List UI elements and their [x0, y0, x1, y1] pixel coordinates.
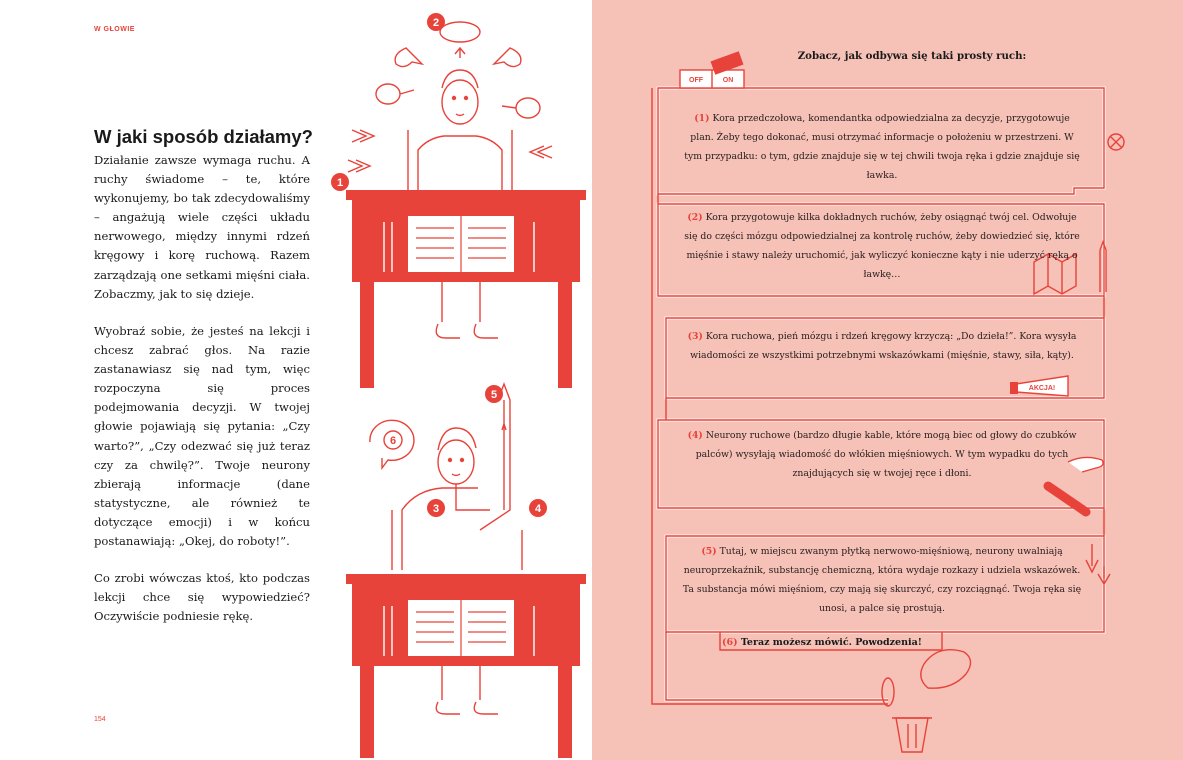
- step-3-number: (3): [687, 331, 703, 342]
- paragraph-imagine: Wyobraź sobie, że jesteś na lekcji i chcesz zabrać głos. Na razie zastanawiasz się nad tym, więc rozpoczyna się proces podejmowania decyzji. W twojej głowie pojawiają się pytania: „Czy warto?”, „Czy odezwać się już teraz czy za chwilę?”. Twoje neurony zbierają informacje (dane statystyczne, ale również te dotyczące emocji) i w końcu postanawiają: „Okej, do roboty!”.: [94, 324, 310, 549]
- step-2: [682, 208, 1082, 284]
- step-5: [682, 542, 1082, 618]
- step-3: [682, 327, 1082, 365]
- marker-2: 2: [432, 17, 440, 29]
- switch-off-label: OFF: [689, 77, 703, 84]
- paragraph-conclusion: Co zrobi wówczas ktoś, kto podczas lekcji chce się wypowiedzieć? Oczywiście podniesie rękę.: [94, 571, 310, 624]
- right-page-title: Zobacz, jak odbywa się taki prosty ruch:: [797, 50, 1027, 62]
- step-2-text: Kora przygotowuje kilka dokładnych ruchów, żeby osiągnąć twój cel. Odwołuje się do części mózgu odpowiedzialnej za kontrolę ruchów, żeby dowiedzieć się, które mięśnie i stawy należy uruchomić, jak wyliczyć konieczne kąty i nie uderzyć ręką o ławkę…: [684, 212, 1080, 280]
- step-5-text: Tutaj, w miejscu zwanym płytką nerwowo-mięśniową, neurony uwalniają neuroprzekaźnik, substancję chemiczną, która wydaje rozkazy i udziela wskazówek. Ta substancja mówi mięśniom, czy mają się skurczyć, czy rozciągnąć. Twoja ręka się unosi, a palce się prostują.: [682, 546, 1082, 614]
- page-number: 154: [94, 716, 106, 723]
- step-6-number: (6): [722, 637, 738, 648]
- step-2-number: (2): [687, 212, 703, 223]
- section-heading: W jaki sposób działamy?: [94, 126, 313, 147]
- marker-3: 3: [432, 503, 440, 515]
- step-1-number: (1): [694, 113, 710, 124]
- marker-5: 5: [490, 389, 498, 401]
- student-illustration: [330, 10, 592, 758]
- step-1-text: Kora przedczołowa, komendantka odpowiedzialna za decyzje, przygotowuje plan. Żeby tego dokonać, musi otrzymać informacje o położeniu w przestrzeni. W tym przypadku: o tym, gdzie znajduje się w tej chwili twoja ręka i gdzie znajduje się ławka.: [684, 113, 1080, 181]
- step-4: [682, 426, 1082, 483]
- step-3-text: Kora ruchowa, pień mózgu i rdzeń kręgowy krzyczą: „Do dzieła!”. Kora wysyła wiadomości ze wszystkimi potrzebnymi wskazówkami (mięśnie, stawy, siła, kąty).: [690, 331, 1077, 361]
- step-1: [682, 109, 1082, 185]
- akcja-sign: AKCJA!: [1028, 385, 1056, 392]
- marker-4: 4: [534, 503, 542, 515]
- marker-1: 1: [336, 177, 344, 189]
- running-head: W GŁOWIE: [94, 26, 135, 33]
- step-4-number: (4): [687, 430, 703, 441]
- step-6: [722, 637, 1022, 648]
- step-5-number: (5): [701, 546, 717, 557]
- marker-6: 6: [389, 435, 397, 447]
- step-6-text: Teraz możesz mówić. Powodzenia!: [740, 637, 922, 648]
- paragraph-intro: Działanie zawsze wymaga ruchu. A ruchy świadome – te, które wykonujemy, bo tak zdecydowaliśmy – angażują wiele części układu nerwowego, między innymi rdzeń kręgowy i korę ruchową. Razem zarządzają one setkami mięśni ciała. Zobaczmy, jak to się dzieje.: [94, 153, 310, 301]
- on-off-switch: [680, 51, 744, 88]
- step-4-text: Neurony ruchowe (bardzo długie kable, które mogą biec od głowy do czubków palców) wysyłają wiadomość do włókien mięśniowych. W tym wypadku do tych znajdujących się w twojej ręce i dłoni.: [695, 430, 1077, 479]
- switch-on-label: ON: [722, 77, 734, 84]
